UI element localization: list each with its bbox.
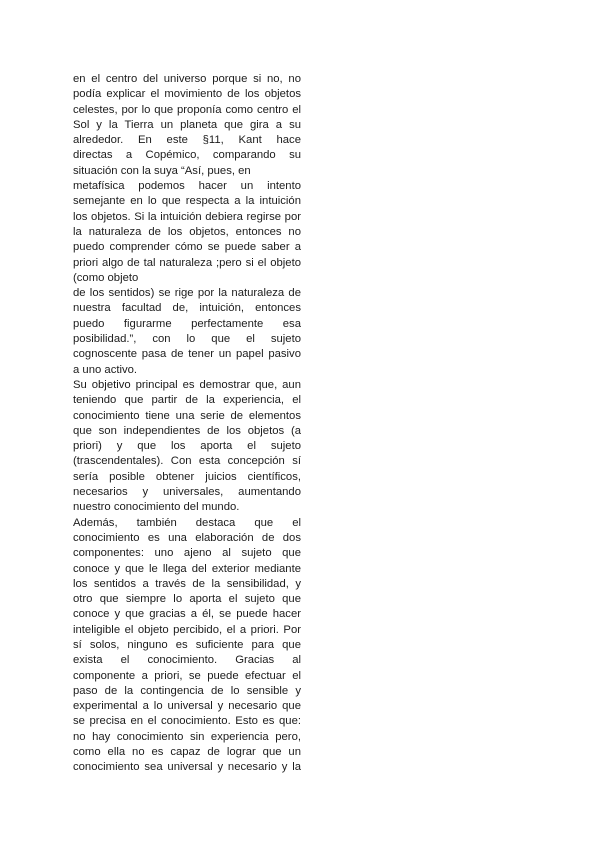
- text-line: situación con la suya “Así, pues, en: [73, 164, 251, 177]
- text-line: nuestra facultad de, intuición, entonces: [73, 302, 301, 315]
- text-line: como ella no es capaz de lograr que un: [73, 746, 301, 759]
- text-line: nuestro conocimiento del mundo.: [73, 501, 240, 514]
- text-line: otro que siempre lo aporta el sujeto que: [73, 593, 301, 606]
- text-line: conocimiento es una elaboración de dos: [73, 531, 301, 544]
- text-line: exista el conocimiento. Gracias al: [73, 654, 301, 667]
- text-line: metafísica podemos hacer un intento: [73, 180, 301, 193]
- text-line: teniendo que partir de la experiencia, el: [73, 394, 301, 407]
- text-line: paso de la contingencia de lo sensible y: [73, 684, 301, 697]
- text-line: priori algo de tal naturaleza ;pero si el objeto: [73, 256, 301, 269]
- text-line: (trascendentales). Con esta concepción sí: [73, 455, 301, 468]
- text-line: posibilidad.”, con lo que el sujeto: [73, 333, 301, 346]
- text-line: de los sentidos) se rige por la naturaleza de: [73, 287, 301, 300]
- text-line: priori) y que los aporta el sujeto: [73, 440, 301, 453]
- text-line: los objetos. Si la intuición debiera regirse por: [73, 210, 301, 223]
- text-line: podía explicar el movimiento de los objetos: [73, 88, 301, 101]
- body-text: [73, 72, 301, 776]
- text-line: conocimiento sea universal y necesario y la: [73, 761, 301, 774]
- text-line: puedo comprender cómo se puede saber a: [73, 241, 301, 254]
- text-line: conoce y que gracias a él, se puede hacer: [73, 608, 301, 621]
- text-line: componentes: uno ajeno al sujeto que: [73, 547, 301, 560]
- text-line: conocimiento tiene una serie de elementos: [73, 409, 301, 422]
- text-line: componente a priori, se puede efectuar el: [73, 669, 301, 682]
- text-line: celestes, por lo que proponía como centro el: [73, 103, 301, 116]
- text-line: cognoscente pasa de tener un papel pasivo: [73, 348, 301, 361]
- text-line: sería posible obtener juicios científicos,: [73, 470, 301, 483]
- text-line: que son independientes de los objetos (a: [73, 424, 301, 437]
- text-line: experimental a lo universal y necesario que: [73, 700, 301, 713]
- text-line: directas a Copémico, comparando su: [73, 149, 301, 162]
- text-line: semejante en lo que respecta a la intuición: [73, 195, 301, 208]
- text-line: necesarios y universales, aumentando: [73, 486, 301, 499]
- text-line: la naturaleza de los objetos, entonces no: [73, 225, 301, 238]
- text-line: Su objetivo principal es demostrar que, aun: [73, 378, 301, 391]
- text-line: no hay conocimiento sin experiencia pero,: [73, 730, 301, 743]
- text-line: (como objeto: [73, 271, 139, 284]
- text-line: a uno activo.: [73, 363, 138, 376]
- text-line: Sol y la Tierra un planeta que gira a su: [73, 118, 301, 131]
- text-line: los sentidos a través de la sensibilidad, y: [73, 577, 301, 590]
- text-line: conoce y que le llega del exterior mediante: [73, 562, 301, 575]
- text-line: se precisa en el conocimiento. Esto es que:: [73, 715, 301, 728]
- text-line: puedo figurarme perfectamente esa: [73, 317, 301, 330]
- text-line: sí solos, ninguno es suficiente para que: [73, 638, 301, 651]
- text-line: en el centro del universo porque si no, no: [73, 73, 301, 85]
- text-line: Además, también destaca que el: [73, 516, 301, 529]
- text-line: inteligible el objeto percibido, el a priori. Por: [73, 623, 301, 636]
- text-line: alrededor. En este §11, Kant hace: [73, 134, 301, 147]
